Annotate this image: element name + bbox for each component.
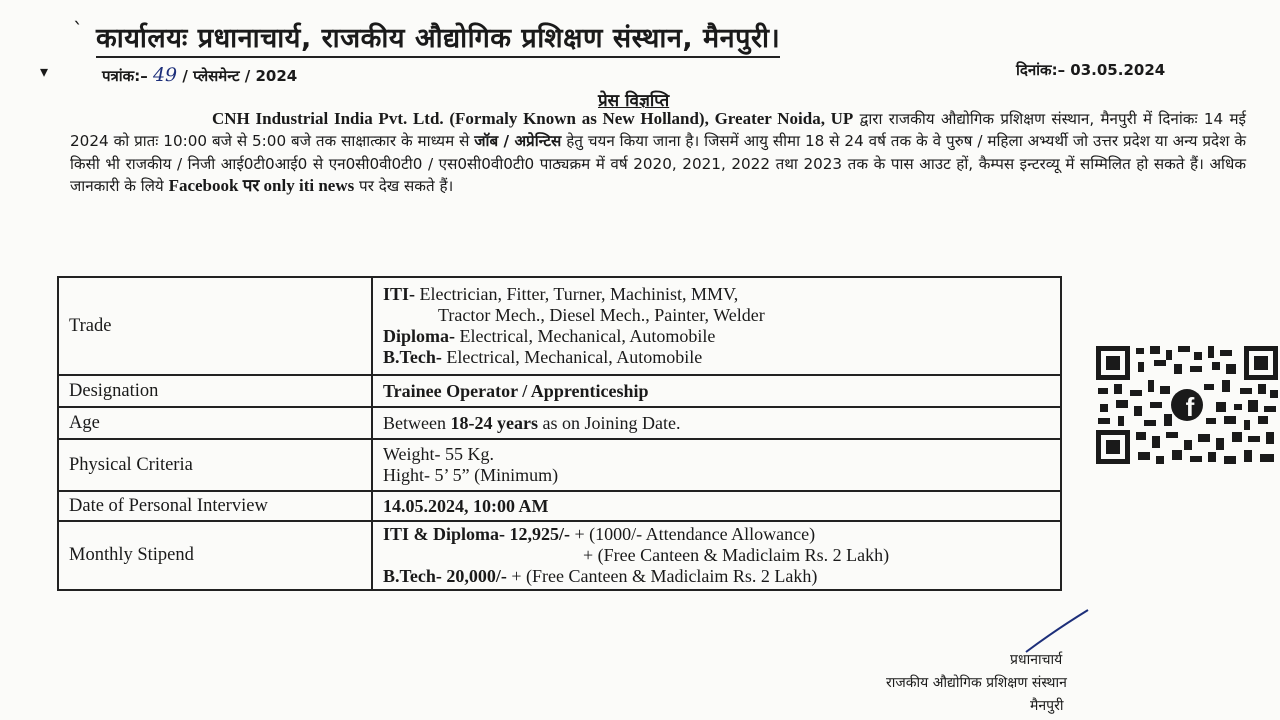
physical-value (372, 439, 1061, 491)
press-release-body (70, 108, 1246, 197)
qr-code-graphic (1094, 344, 1280, 466)
table-row (58, 491, 1061, 521)
svg-text:f: f (1185, 392, 1195, 422)
table-row (58, 521, 1061, 590)
trade-value (372, 277, 1061, 375)
job-type: जॉब / अप्रेन्टिस (474, 132, 562, 151)
interview-label: Date of Personal Interview (58, 491, 372, 521)
letter-date: दिनांक:– 03.05.2024 (1016, 61, 1166, 79)
press-release-heading: प्रेस विज्ञप्ति (598, 91, 670, 111)
ref-number-handwritten: 49 (152, 64, 178, 86)
details-table (57, 276, 1062, 591)
iti-benefits: + (Free Canteen & Madiclaim Rs. 2 Lakh) (583, 545, 890, 565)
age-prefix: Between (383, 412, 451, 433)
facebook-reference: Facebook पर only iti news (168, 175, 355, 195)
table-row (58, 407, 1061, 439)
scan-mark: ˋ (73, 18, 83, 42)
physical-label: Physical Criteria (58, 439, 372, 491)
designation-text: Trainee Operator / Apprenticeship (383, 380, 649, 401)
iti-trades-line1: Electrician, Fitter, Turner, Machinist, MMV, (415, 284, 739, 304)
btech-stipend: B.Tech- 20,000/- (383, 566, 507, 586)
weight-text: Weight- 55 Kg. (383, 444, 495, 464)
age-label: Age (58, 407, 372, 439)
diploma-label: Diploma- (383, 326, 455, 346)
iti-trades-line2: Tractor Mech., Diesel Mech., Painter, Welder (438, 305, 765, 325)
signatory-location: मैनपुरी (1030, 698, 1064, 714)
signatory-title: प्रधानाचार्य (1010, 652, 1063, 668)
iti-stipend: ITI & Diploma- 12,925/- (383, 524, 571, 544)
iti-allowance: + (1000/- Attendance Allowance) (570, 524, 816, 544)
signature-mark (1022, 608, 1092, 656)
reference-number (102, 64, 297, 86)
diploma-trades: Electrical, Mechanical, Automobile (455, 326, 716, 346)
ref-prefix: पत्रांक:– (102, 67, 148, 85)
table-row (58, 375, 1061, 407)
body-text-2: हेतु चयन किया जाना है। जिसमें आयु सीमा 18 से 24 वर्ष तक के वे पुरुष / महिला अभ्यर्थी जो उत्तर प्रदेश या अन्य प्रदेश के किसी भी राजकीय / निजी आई0टी0आई0 से एन0सी0वी0टी0 / एस0सी0वी0टी0 पाठ्यक्रम में वर्ष 2020, 2021, 2022 तथा 2023 तक के पास आउट हों, कैम्पस इन्टरव्यू में सम्मिलित हो सकते हैं। अधिक जानकारी के लिये (70, 132, 1246, 195)
trade-label: Trade (58, 277, 372, 375)
interview-date: 14.05.2024, 10:00 AM (383, 495, 549, 516)
btech-benefits: + (Free Canteen & Madiclaim Rs. 2 Lakh) (506, 566, 818, 586)
scan-mark: ▾ (40, 62, 49, 81)
body-text-3: पर देख सकते हैं। (354, 176, 454, 195)
btech-label: B.Tech- (383, 347, 442, 367)
office-title: कार्यालयः प्रधानाचार्य, राजकीय औद्योगिक प्रशिक्षण संस्थान, मैनपुरी। (96, 22, 780, 58)
facebook-qr-code[interactable] (1094, 344, 1280, 466)
age-suffix: as on Joining Date. (537, 412, 681, 433)
ref-suffix: / प्लेसमेन्ट / 2024 (182, 67, 298, 85)
interview-value (372, 491, 1061, 521)
designation-label: Designation (58, 375, 372, 407)
company-name: CNH Industrial India Pvt. Ltd. (Formaly Known as New Holland), Greater Noida, UP (212, 109, 854, 128)
age-range: 18-24 years (450, 412, 538, 433)
table-row (58, 277, 1061, 375)
btech-trades: Electrical, Mechanical, Automobile (441, 347, 703, 367)
signatory-institute: राजकीय औद्योगिक प्रशिक्षण संस्थान (886, 675, 1067, 691)
height-text: Hight- 5’ 5” (Minimum) (383, 465, 559, 485)
designation-value (372, 375, 1061, 407)
body-text-1: द्वारा राजकीय औद्योगिक प्रशिक्षण संस्थान, मैनपुरी में दिनांकः 14 मई 2024 को प्रातः 10:00 बजे से 5:00 बजे तक साक्षात्कार के माध्यम से (70, 110, 1246, 151)
stipend-label: Monthly Stipend (58, 521, 372, 590)
table-row (58, 439, 1061, 491)
age-value (372, 407, 1061, 439)
stipend-value (372, 521, 1061, 590)
iti-label: ITI- (383, 284, 416, 304)
